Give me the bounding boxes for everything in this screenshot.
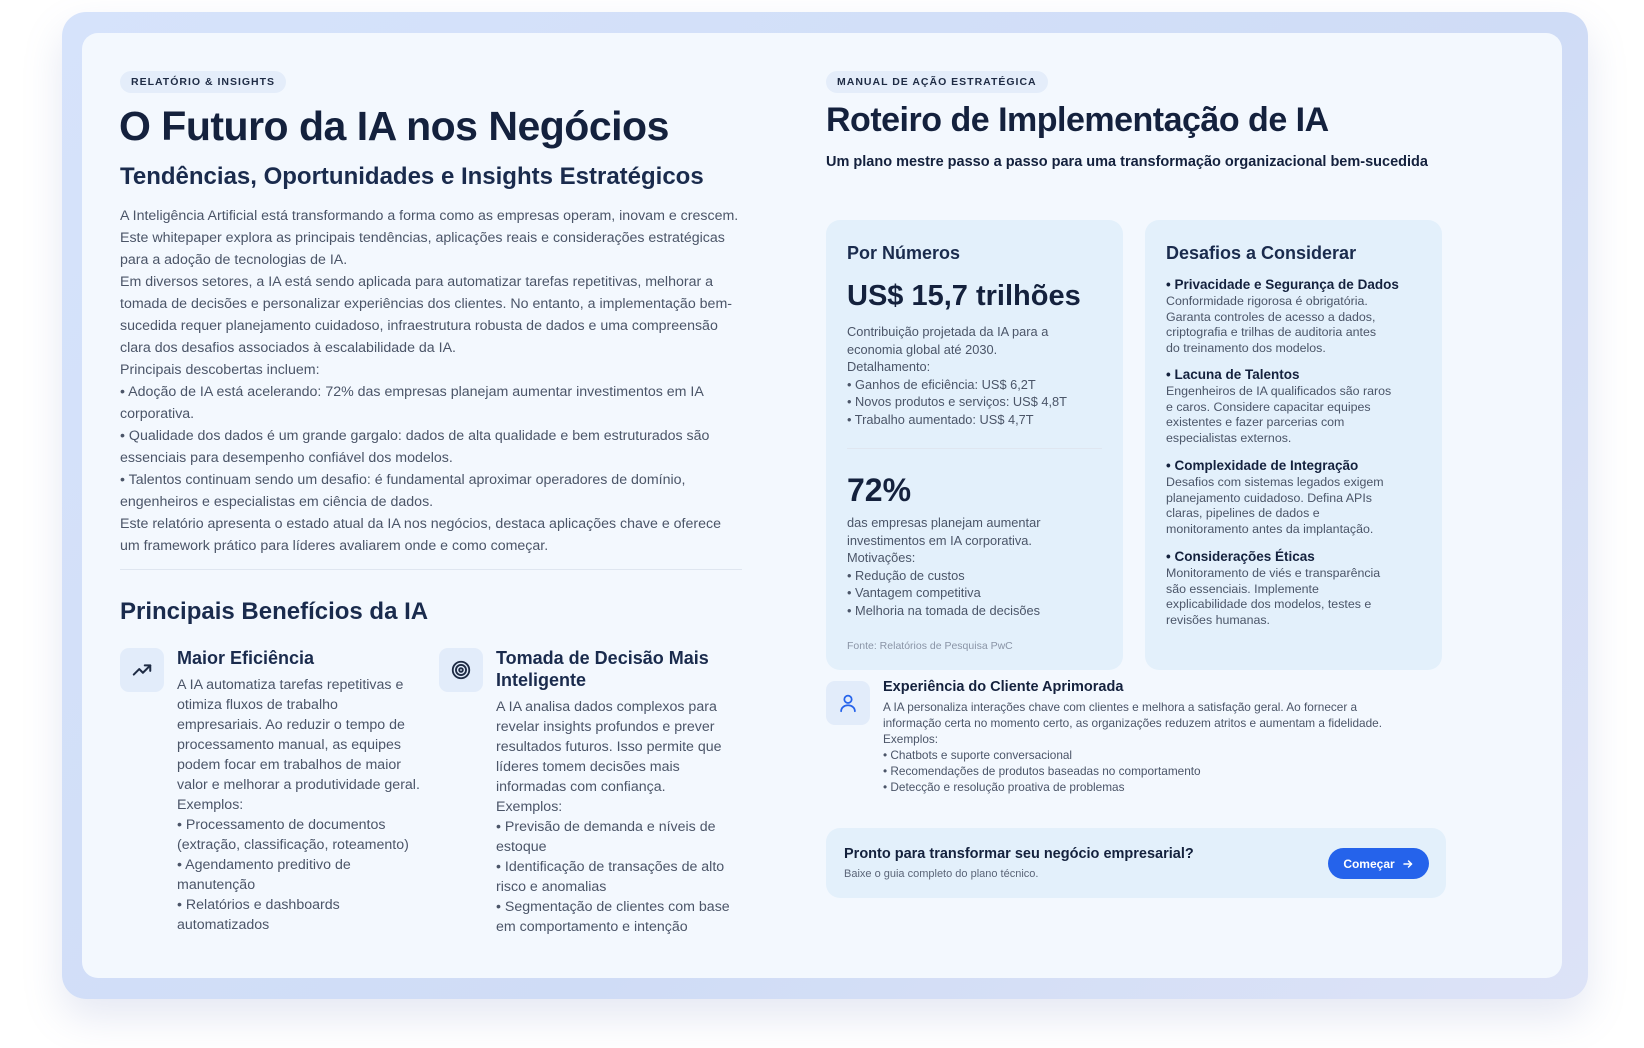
- challenge-line: criptografia e trilhas de auditoria antes: [1166, 325, 1377, 339]
- benefit-title-decisions: [496, 647, 709, 691]
- stat-detail-line: Motivações:: [847, 550, 916, 565]
- benefit-text-decisions: [496, 697, 730, 937]
- stat-detail-line: • Redução de custos: [847, 567, 965, 583]
- benefit-line: líderes tomem decisões mais: [496, 759, 680, 775]
- benefit-line: (extração, classificação, roteamento): [177, 837, 409, 853]
- intro-line: um framework prático para líderes avaliarem onde e como começar.: [120, 538, 549, 554]
- intro-line: A Inteligência Artificial está transformando a forma como as empresas operam, inovam e crescem.: [120, 208, 739, 224]
- source-note: Fonte: Relatórios de Pesquisa PwC: [847, 640, 1013, 652]
- benefit-line: • Previsão de demanda e níveis de: [496, 819, 716, 835]
- cx-line: • Recomendações de produtos baseadas no comportamento: [883, 764, 1201, 778]
- benefit-line: A IA automatiza tarefas repetitivas e: [177, 677, 404, 693]
- challenge-text: [1166, 475, 1384, 537]
- benefit-line: estoque: [496, 839, 547, 855]
- stat-detail-line: • Ganhos de eficiência: US$ 6,2T: [847, 376, 1036, 392]
- card-divider: [847, 448, 1102, 449]
- stat-detail-line: Contribuição projetada da IA para a: [847, 324, 1049, 339]
- benefits-heading: Principais Benefícios da IA: [120, 598, 429, 625]
- challenge-line: Engenheiros de IA qualificados são raros: [1166, 384, 1392, 398]
- challenge-line: especialistas externos.: [1166, 430, 1292, 445]
- challenge-line: claras, pipelines de dados e: [1166, 506, 1320, 520]
- start-button-label: Começar: [1343, 856, 1395, 871]
- intro-line: sucedida requer planejamento cuidadoso, infraestrutura robusta de dados e uma compreensão: [120, 318, 718, 334]
- challenge-line: planejamento cuidadoso. Defina APIs: [1166, 490, 1372, 505]
- cta-banner: [826, 828, 1446, 898]
- intro-text: [120, 205, 760, 557]
- cta-title: Pronto para transformar seu negócio empresarial?: [844, 846, 1194, 862]
- benefit-line: A IA analisa dados complexos para: [496, 699, 717, 715]
- challenges-heading: Desafios a Considerar: [1166, 243, 1357, 263]
- roadmap-subtitle: Um plano mestre passo a passo para uma transformação organizacional bem-sucedida: [826, 154, 1428, 170]
- benefit-line: processamento manual, as equipes: [177, 737, 401, 753]
- challenge-line: Desafios com sistemas legados exigem: [1166, 475, 1384, 489]
- benefit-line: risco e anomalias: [496, 879, 607, 895]
- cx-line: Exemplos:: [883, 732, 939, 746]
- benefit-line: • Processamento de documentos: [177, 817, 386, 833]
- stat-detail-line: • Melhoria na tomada de decisões: [847, 602, 1040, 618]
- benefit-line: • Identificação de transações de alto: [496, 859, 725, 875]
- intro-line: essenciais para desempenho confiável dos modelos.: [120, 450, 453, 466]
- benefit-line: manutenção: [177, 877, 256, 893]
- challenge-line: são essenciais. Implemente: [1166, 581, 1319, 596]
- stat-percent: 72%: [847, 472, 912, 508]
- challenge-line: Conformidade rigorosa é obrigatória.: [1166, 294, 1368, 308]
- benefit-line: valor e melhorar a produtividade geral.: [177, 777, 420, 793]
- stat-detail-line: • Trabalho aumentado: US$ 4,7T: [847, 411, 1034, 427]
- stat-trillions-detail: [847, 323, 1067, 428]
- challenge-text: [1166, 384, 1391, 446]
- intro-line: • Talentos continuam sendo um desafio: é fundamental aproximar operadores de domínio,: [120, 472, 686, 488]
- section-divider: [120, 569, 742, 570]
- benefit-line: resultados futuros. Isso permite que: [496, 739, 722, 755]
- benefit-title-efficiency: [177, 647, 314, 669]
- intro-line: Principais descobertas incluem:: [120, 362, 320, 378]
- stat-detail-line: economia global até 2030.: [847, 341, 998, 357]
- start-button[interactable]: [1328, 848, 1429, 879]
- benefit-line: revelar insights profundos e prever: [496, 719, 715, 735]
- challenge-line: do treinamento dos modelos.: [1166, 340, 1326, 355]
- benefit-line: empresariais. Ao reduzir o tempo de: [177, 717, 405, 733]
- cx-title: Experiência do Cliente Aprimorada: [883, 679, 1124, 695]
- challenge-title: • Lacuna de Talentos: [1166, 367, 1300, 382]
- intro-line: • Qualidade dos dados é um grande gargalo: dados de alta qualidade e bem estruturados são: [120, 428, 710, 444]
- challenge-line: monitoramento antes da implantação.: [1166, 521, 1374, 536]
- challenge-line: Monitoramento de viés e transparência: [1166, 566, 1381, 580]
- challenge-text: [1166, 294, 1376, 356]
- intro-line: para a adoção de tecnologias de IA.: [120, 252, 348, 268]
- challenge-title: • Considerações Éticas: [1166, 549, 1315, 564]
- benefit-line: • Segmentação de clientes com base: [496, 899, 730, 915]
- stat-detail-line: investimentos em IA corporativa.: [847, 532, 1032, 548]
- cx-text: [883, 699, 1382, 795]
- benefit-line: • Relatórios e dashboards: [177, 897, 340, 913]
- intro-line: Em diversos setores, a IA está sendo aplicada para automatizar tarefas repetitivas, melhorar a: [120, 274, 714, 290]
- benefit-line: Exemplos:: [177, 797, 244, 813]
- stat-detail-line: • Vantagem competitiva: [847, 585, 981, 600]
- benefit-text-efficiency: [177, 675, 420, 935]
- cx-line: • Chatbots e suporte conversacional: [883, 748, 1073, 762]
- challenge-text: [1166, 566, 1380, 628]
- arrow-right-icon: [1402, 858, 1414, 870]
- intro-line: tomada de decisões e personalizar experiências dos clientes. No entanto, a implementação bem-: [120, 296, 732, 312]
- intro-line: • Adoção de IA está acelerando: 72% das empresas planejam aumentar investimentos em IA: [120, 384, 704, 400]
- benefit-line: podem focar em trabalhos de maior: [177, 757, 401, 773]
- target-icon: [439, 648, 483, 692]
- challenge-line: Garanta controles de acesso a dados,: [1166, 309, 1376, 324]
- numbers-heading: Por Números: [847, 243, 961, 263]
- benefit-line: • Agendamento preditivo de: [177, 857, 351, 873]
- challenge-line: explicabilidade dos modelos, testes e: [1166, 597, 1372, 611]
- cx-line: informação certa no momento certo, as organizações reduzem atritos e aumentam a fidelidade.: [883, 716, 1383, 730]
- cx-line: • Detecção e resolução proativa de problemas: [883, 780, 1125, 794]
- stat-percent-detail: [847, 514, 1040, 619]
- cx-line: A IA personaliza interações chave com clientes e melhora a satisfação geral. Ao fornecer a: [883, 700, 1358, 714]
- benefit-title-line: Inteligente: [496, 670, 587, 690]
- challenge-line: existentes e fazer parcerias com: [1166, 415, 1345, 429]
- benefit-line: em comportamento e intenção: [496, 919, 688, 935]
- benefit-title-line: Tomada de Decisão Mais: [496, 648, 709, 668]
- challenge-line: revisões humanas.: [1166, 612, 1270, 627]
- stat-detail-line: Detalhamento:: [847, 359, 931, 374]
- user-icon: [826, 681, 870, 725]
- stat-detail-line: • Novos produtos e serviços: US$ 4,8T: [847, 394, 1067, 409]
- cta-subtitle: Baixe o guia completo do plano técnico.: [844, 868, 1039, 880]
- benefit-line: otimiza fluxos de trabalho: [177, 697, 338, 713]
- page-subtitle: Tendências, Oportunidades e Insights Estratégicos: [120, 163, 704, 190]
- stat-detail-line: das empresas planejam aumentar: [847, 515, 1041, 530]
- roadmap-title: Roteiro de Implementação de IA: [826, 101, 1329, 139]
- page-title: O Futuro da IA nos Negócios: [119, 103, 669, 149]
- benefit-line: informadas com confiança.: [496, 779, 666, 795]
- benefit-title-line: Maior Eficiência: [177, 648, 315, 668]
- manual-badge: MANUAL DE AÇÃO ESTRATÉGICA: [826, 71, 1048, 93]
- challenge-title: • Complexidade de Integração: [1166, 458, 1359, 473]
- intro-line: Este relatório apresenta o estado atual da IA nos negócios, destaca aplicações chave e oferece: [120, 516, 721, 532]
- trending-up-icon: [120, 648, 164, 692]
- numbers-card: [826, 220, 1123, 670]
- intro-line: engenheiros e especialistas em ciência de dados.: [120, 494, 434, 510]
- intro-line: corporativa.: [120, 406, 195, 422]
- report-badge: RELATÓRIO & INSIGHTS: [120, 71, 286, 93]
- document-sheet: [82, 33, 1562, 978]
- challenges-card: [1145, 220, 1442, 670]
- stat-trillions: US$ 15,7 trilhões: [847, 280, 1081, 312]
- challenge-title: • Privacidade e Segurança de Dados: [1166, 277, 1399, 292]
- benefit-line: automatizados: [177, 917, 270, 933]
- benefit-line: Exemplos:: [496, 799, 563, 815]
- challenge-line: e caros. Considere capacitar equipes: [1166, 399, 1371, 414]
- intro-line: Este whitepaper explora as principais tendências, aplicações reais e considerações estratégicas: [120, 230, 725, 246]
- intro-line: clara dos desafios associados à escalabilidade da IA.: [120, 340, 456, 356]
